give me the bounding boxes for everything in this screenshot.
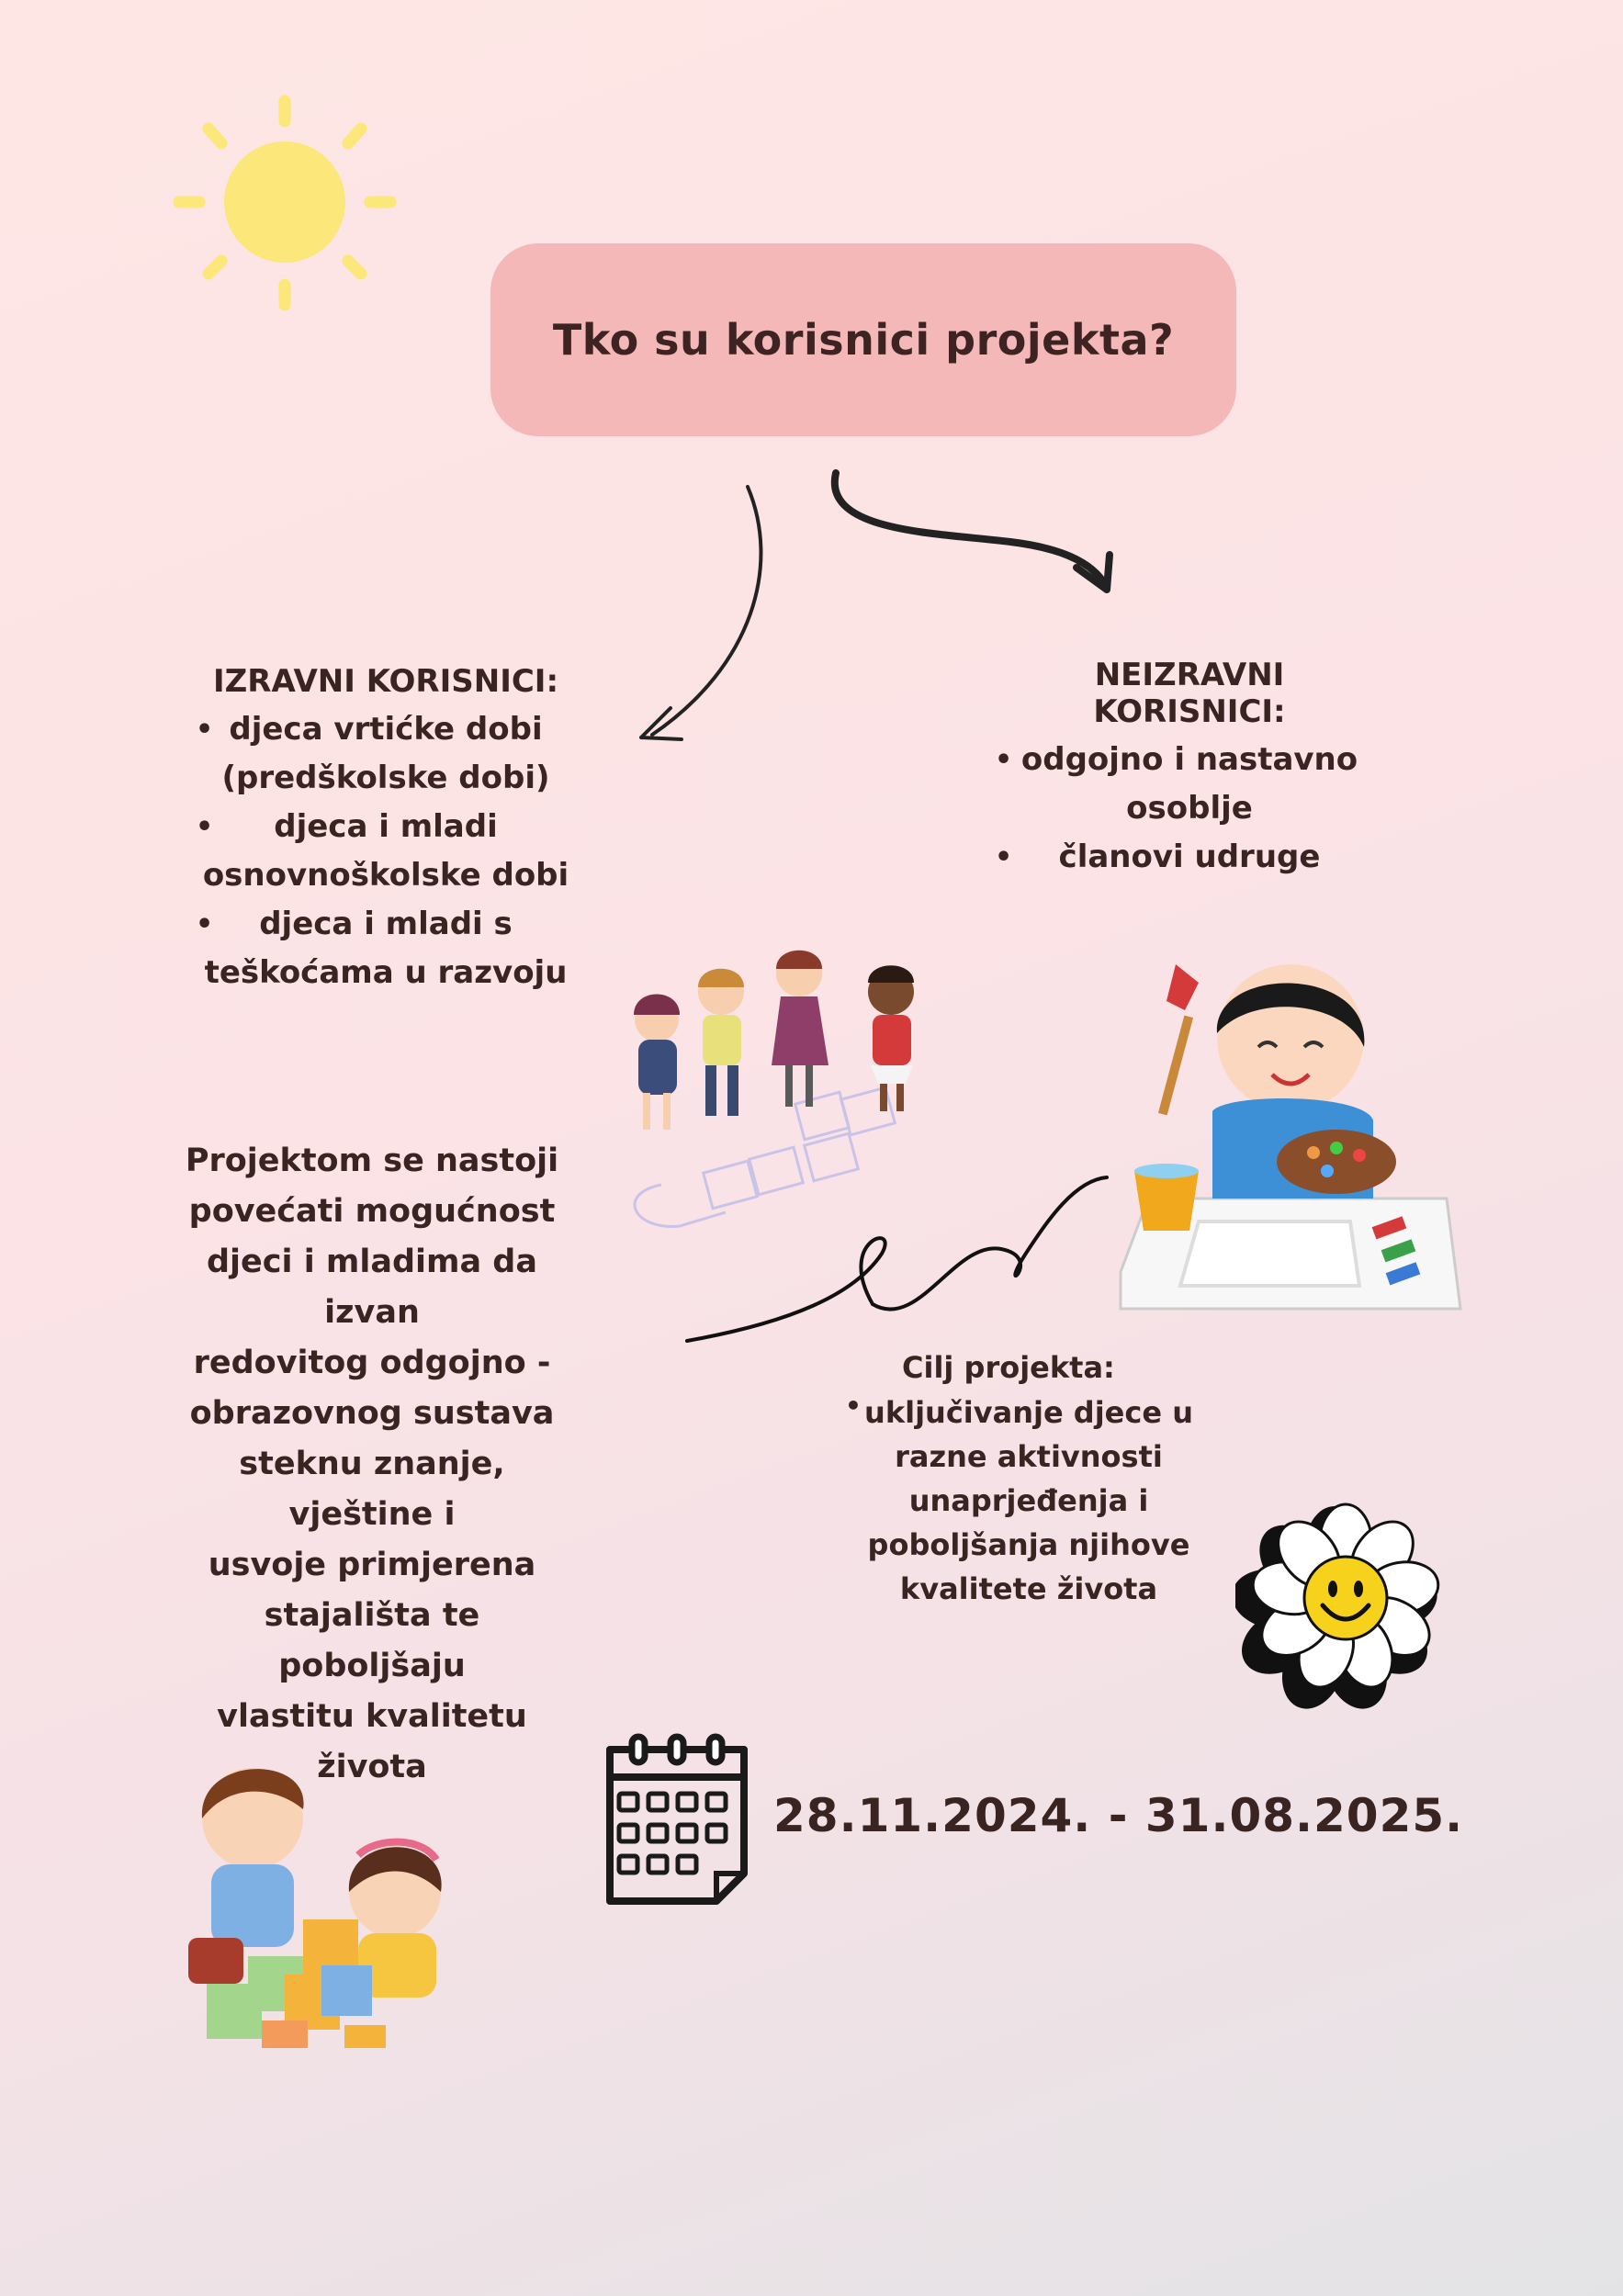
children-blocks-illustration — [175, 1754, 496, 2057]
project-description: Projektom se nastoji povećati mogućnost djeci i mladima da izvan redovitog odgojno - obrazovnog sustava steknu znanje, vještine i usvoje primjerena stajališta te poboljšaju vlastitu kvalitetu života — [185, 1142, 559, 1785]
project-dates: 28.11.2024. - 31.08.2025. — [773, 1789, 1464, 1842]
arrow-right-icon — [827, 468, 1121, 597]
sun-icon — [170, 92, 400, 317]
direct-heading: IZRAVNI KORISNICI: — [212, 663, 559, 700]
direct-item: • djeca i mladi osnovnoškolske dobi — [197, 803, 574, 900]
calendar-icon — [597, 1731, 758, 1906]
boy-painting-illustration — [1098, 946, 1465, 1313]
indirect-beneficiaries — [997, 657, 1382, 882]
squiggle-line — [680, 1166, 1111, 1350]
arrow-left-icon — [634, 482, 781, 748]
title-box — [490, 243, 1236, 436]
direct-item: • djeca i mladi s teškoćama u razvoju — [197, 900, 574, 997]
daisy-smiley-icon — [1235, 1492, 1456, 1722]
direct-item: • djeca vrtićke dobi (predškolske dobi) — [197, 705, 574, 803]
goal-heading: Cilj projekta: — [902, 1350, 1115, 1385]
indirect-item: • odgojno i nastavno osoblje — [997, 736, 1382, 833]
indirect-heading: NEIZRAVNI KORISNICI: — [1093, 657, 1286, 730]
page-title: Tko su korisnici projekta? — [552, 315, 1175, 365]
direct-beneficiaries — [197, 663, 574, 997]
indirect-item: • članovi udruge — [997, 833, 1382, 882]
project-goal: Cilj projekta: • uključivanje djece u razne aktivnosti unaprjeđenja i poboljšanja njihove kvalitete života — [827, 1350, 1231, 1611]
